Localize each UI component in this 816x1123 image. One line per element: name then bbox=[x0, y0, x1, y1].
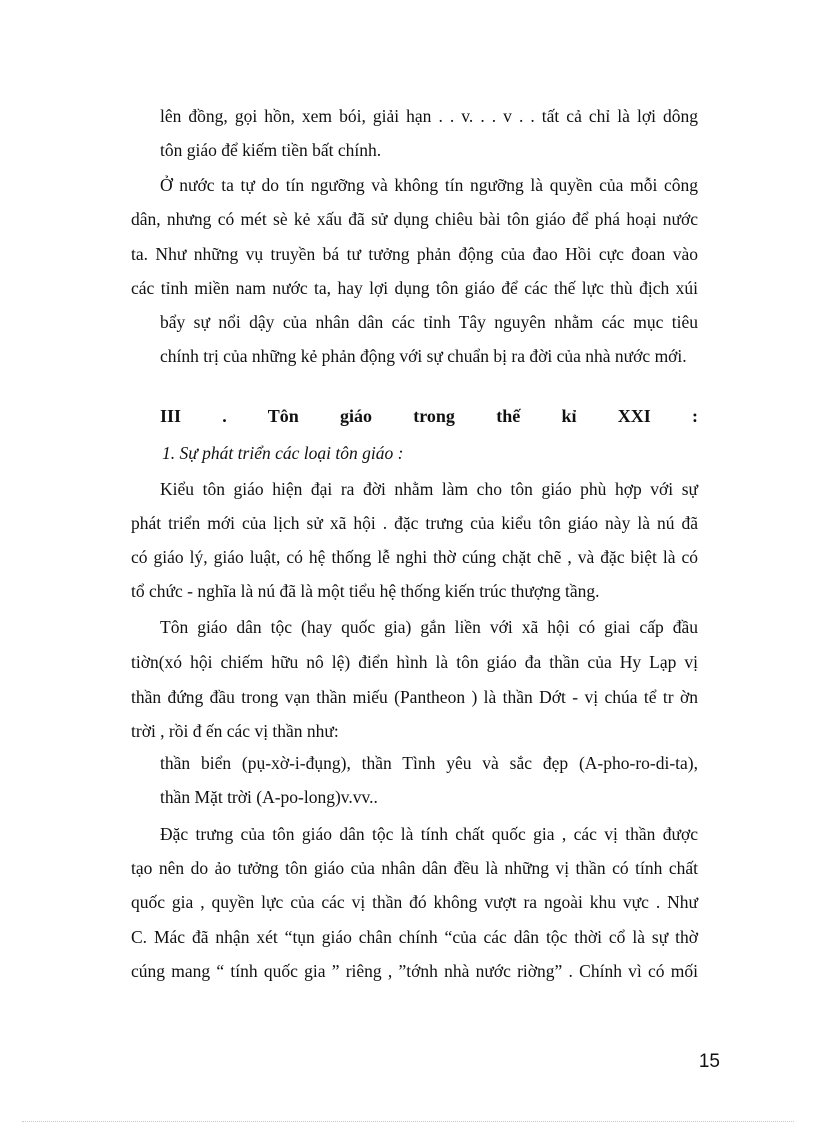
text-line: chính trị của những kẻ phản động với sự chuẩn bị ra đời của nhà nước mới. bbox=[160, 346, 687, 366]
text-line: thần biển (pụ-xờ-i-đụng), thần Tình yêu và sắc đẹp (A-pho-ro-di-ta), bbox=[160, 753, 698, 773]
page-number: 15 bbox=[698, 1051, 720, 1072]
section-heading: III . Tôn giáo trong thế kỉ XXI : bbox=[160, 406, 698, 426]
text-line: tôn giáo để kiếm tiền bất chính. bbox=[160, 140, 382, 160]
text-line: Đặc trưng của tôn giáo dân tộc là tính chất quốc gia , các vị thần được bbox=[160, 824, 698, 844]
text-line: lên đồng, gọi hồn, xem bói, giải hạn . . v. . . v . . tất cả chỉ là lợi dông bbox=[160, 106, 698, 126]
text-line: Ở nước ta tự do tín ngưỡng và không tín ngưỡng là quyền của mỗi công bbox=[160, 175, 698, 195]
text-line: thần Mặt trời (A-po-long)v.vv.. bbox=[160, 787, 378, 807]
text-line: tổ chức - nghĩa là nú đã là một tiểu hệ thống kiến trúc thượng tầng. bbox=[131, 581, 600, 601]
text-line: dân, nhưng có mét sè kẻ xấu đã sử dụng chiêu bài tôn giáo để phá hoại nước bbox=[131, 209, 698, 229]
text-line: có giáo lý, giáo luật, có hệ thống lễ nghi thờ cúng chặt chẽ , và đặc biệt là có bbox=[131, 547, 698, 567]
text-line: trời , rồi đ ến các vị thần như: bbox=[131, 721, 339, 741]
text-line: Kiểu tôn giáo hiện đại ra đời nhằm làm cho tôn giáo phù hợp với sự bbox=[160, 479, 698, 499]
text-line: tiờn(xó hội chiếm hữu nô lệ) điển hình là tôn giáo đa thần của Hy Lạp vị bbox=[131, 652, 698, 672]
text-line: các tỉnh miền nam nước ta, hay lợi dụng tôn giáo để các thế lực thù địch xúi bbox=[131, 278, 698, 298]
text-line: thần đứng đầu trong vạn thần miếu (Pantheon ) là thần Dớt - vị chúa tể tr ờn bbox=[131, 687, 698, 707]
text-line: Tôn giáo dân tộc (hay quốc gia) gắn liền với xã hội có giai cấp đầu bbox=[160, 617, 698, 637]
page-bottom-rule bbox=[22, 1121, 794, 1122]
text-line: C. Mác đã nhận xét “tụn giáo chân chính “của các dân tộc thời cổ là sự thờ bbox=[131, 927, 698, 947]
subsection-heading: 1. Sự phát triển các loại tôn giáo : bbox=[162, 443, 404, 463]
text-line: quốc gia , quyền lực của các vị thần đó không vượt ra ngoài khu vực . Như bbox=[131, 892, 698, 912]
text-line: cúng mang “ tính quốc gia ” riêng , ”tớnh nhà nước riờng” . Chính vì có mối bbox=[131, 961, 698, 981]
text-line: tạo nên do ảo tưởng tôn giáo của nhân dân đều là những vị thần có tính chất bbox=[131, 858, 698, 878]
text-line: bẩy sự nổi dậy của nhân dân các tỉnh Tây nguyên nhằm các mục tiêu bbox=[160, 312, 698, 332]
text-line: phát triển mới của lịch sử xã hội . đặc trưng của kiểu tôn giáo này là nú đã bbox=[131, 513, 698, 533]
text-line: ta. Như những vụ truyền bá tư tưởng phản động của đao Hồi cực đoan vào bbox=[131, 244, 698, 264]
